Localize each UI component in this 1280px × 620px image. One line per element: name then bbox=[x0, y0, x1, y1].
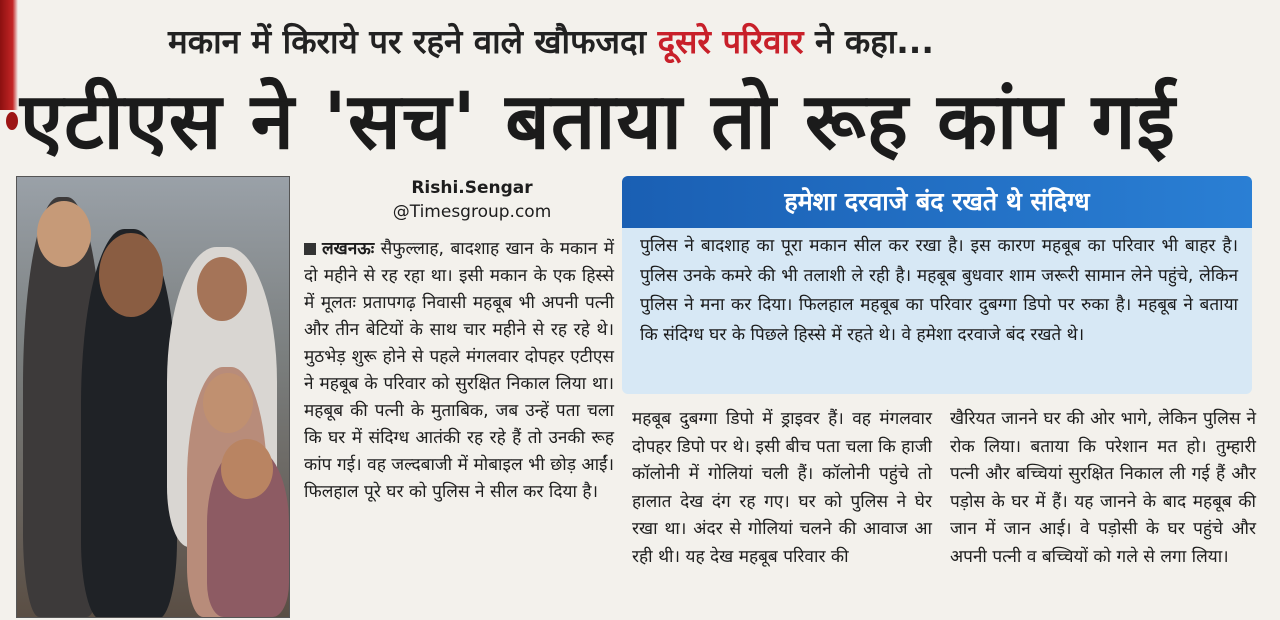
sidebar-box-text: पुलिस ने बादशाह का पूरा मकान सील कर रखा है। इस कारण महबूब का परिवार भी बाहर है। पुलिस उनके कमरे की भी तलाशी ले रही है। महबूब बुधवार शाम जरूरी सामान लेने पहुंचे, लेकिन पुलिस ने मना कर दिया। फिलहाल महबूब का परिवार दुबग्गा डिपो पर रुका है। महबूब ने बताया कि संदिग्ध घर के पिछले हिस्से में रहते थे। वे हमेशा दरवाजे बंद रखते थे। bbox=[640, 236, 1238, 345]
article-column-3: खैरियत जानने घर की ओर भागे, लेकिन पुलिस ने रोक लिया। बताया कि परेशान मत हो। तुम्हारी पत्नी और बच्चियां सुरक्षित निकाल ली गई हैं और पड़ोस के घर में हैं। यह जानने के बाद महबूब की जान में जान आई। वे पड़ोसी के घर पहुंचे और अपनी पत्नी व बच्चियों को गले से लगा लिया। bbox=[950, 409, 1256, 567]
family-photo bbox=[16, 176, 290, 618]
dateline: लखनऊः bbox=[304, 239, 374, 259]
kicker-highlight: दूसरे परिवार bbox=[657, 22, 804, 61]
headline: एटीएस ने 'सच' बताया तो रूह कांप गई bbox=[20, 77, 1176, 167]
article-column-2: महबूब दुबग्गा डिपो में ड्राइवर हैं। वह मंगलवार दोपहर डिपो पर थे। इसी बीच पता चला कि हाजी कॉलोनी में गोलियां चली हैं। कॉलोनी पहुंचे तो हालात देख दंग रह गए। घर को पुलिस ने घेर रखा था। अंदर से गोलियां चलने की आवाज आ रही थी। यह देख महबूब परिवार की bbox=[632, 409, 932, 567]
photo-girl-face bbox=[203, 373, 253, 433]
byline bbox=[352, 176, 592, 224]
article-column-1 bbox=[304, 236, 614, 614]
red-corner-decoration bbox=[0, 0, 18, 110]
photo-child-face bbox=[37, 201, 91, 267]
kicker-post: ने कहा... bbox=[803, 22, 934, 61]
sidebar-box-title: हमेशा दरवाजे बंद रखते थे संदिग्ध bbox=[622, 176, 1252, 228]
kicker-line bbox=[168, 18, 1108, 66]
red-splash-decoration bbox=[6, 112, 18, 130]
byline-name: Rishi.Sengar bbox=[411, 178, 533, 198]
photo-man-face bbox=[99, 233, 163, 317]
photo-woman-face bbox=[197, 257, 247, 321]
column-1-text: सैफुल्लाह, बादशाह खान के मकान में दो महीने से रह रहा था। इसी मकान के एक हिस्से में मूलतः प्रतापगढ़ निवासी महबूब भी अपनी पत्नी और तीन बेटियों के साथ चार महीने से रह रहे थे। मुठभेड़ शुरू होने से पहले मंगलवार दोपहर एटीएस ने महबूब के परिवार को सुरक्षित निकाल लिया था। महबूब की पत्नी के मुताबिक, जब उन्हें पता चला कि घर में संदिग्ध आतंकी रह रहे हैं तो उनकी रूह कांप गई। वह जल्दबाजी में मोबाइल भी छोड़ आईं। फिलहाल पूरे घर को पुलिस ने सील कर दिया है। bbox=[304, 239, 614, 502]
sidebar-box bbox=[622, 176, 1252, 394]
kicker-pre: मकान में किराये पर रहने वाले खौफजदा bbox=[168, 22, 658, 61]
byline-handle: @Timesgroup.com bbox=[392, 202, 552, 222]
photo-small-girl-face bbox=[221, 439, 273, 499]
